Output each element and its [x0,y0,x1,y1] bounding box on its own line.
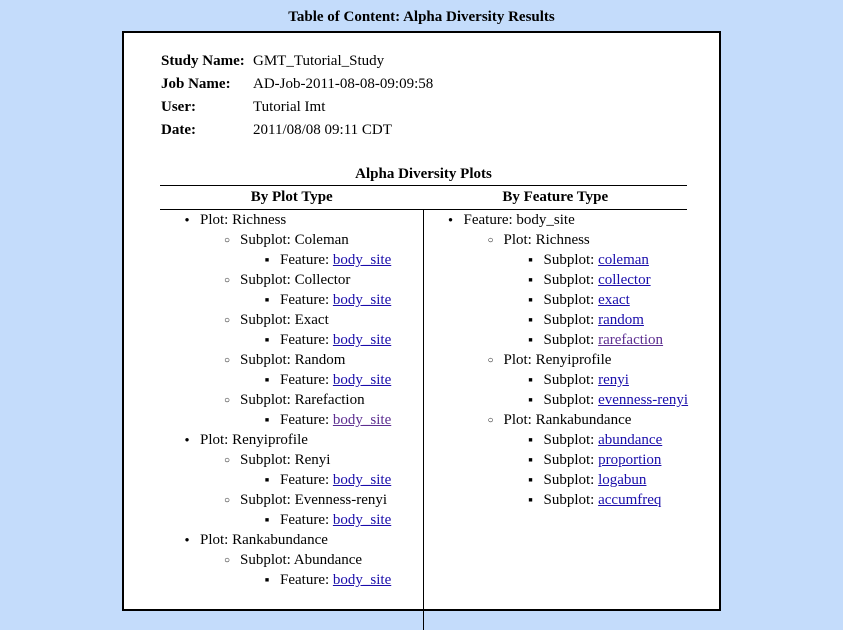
item-name: Coleman [294,232,349,248]
list-item [160,330,423,350]
plot-link[interactable]: collector [598,272,651,288]
list-item-text [544,450,662,470]
square-bullet-icon [526,250,536,270]
list-item-text [240,230,349,250]
list-item [424,350,688,370]
study-info [161,52,433,144]
item-name: Rankabundance [232,532,328,548]
list-item [424,290,688,310]
item-prefix: Subplot: [240,492,295,508]
plot-link[interactable]: body_site [332,252,392,268]
item-prefix: Plot: [200,532,233,548]
item-prefix: Plot: [503,232,536,248]
plots-title: Alpha Diversity Plots [355,166,492,182]
item-prefix: Subplot: [543,432,599,448]
circle-bullet-icon [222,550,232,571]
list-item [424,210,688,230]
item-prefix: Plot: [503,352,536,368]
item-prefix: Plot: [200,212,233,228]
item-prefix: Subplot: [240,452,295,468]
list-item [160,450,423,470]
plot-link[interactable]: renyi [598,372,629,388]
item-name: Richness [535,232,590,248]
list-item-text [544,470,647,490]
item-prefix: Feature: [280,572,333,588]
square-bullet-icon [526,430,536,450]
page-title: Table of Content: Alpha Diversity Results [288,9,555,25]
square-bullet-icon [526,310,536,330]
list-item [424,390,688,410]
plot-link[interactable]: body_site [332,372,392,388]
list-item [424,410,688,430]
item-prefix: Feature: [463,212,517,228]
item-prefix: Plot: [503,412,536,428]
plot-link[interactable]: body_site [332,472,392,488]
item-prefix: Subplot: [543,472,599,488]
list-item [160,370,423,390]
list-item-text [240,310,329,330]
list-item-text [280,290,391,310]
list-item [160,530,423,550]
by-feature-type-list [424,210,688,630]
list-item [160,350,423,370]
item-prefix: Subplot: [240,352,295,368]
plot-link[interactable]: body_site [332,292,392,308]
item-prefix: Feature: [280,332,333,348]
list-item-text [464,210,575,230]
item-prefix: Feature: [280,372,333,388]
list-item [424,270,688,290]
circle-bullet-icon [222,390,232,411]
item-prefix: Feature: [280,292,333,308]
list-item-text [280,410,391,430]
list-item-text [504,350,612,370]
circle-bullet-icon [222,350,232,371]
item-name: Renyiprofile [232,432,308,448]
list-item-text [240,490,387,510]
list-item-text [200,530,328,550]
list-item-text [280,330,391,350]
list-item-text [504,230,590,250]
disc-bullet-icon [446,210,456,230]
item-prefix: Subplot: [240,552,294,568]
circle-bullet-icon [486,350,496,371]
square-bullet-icon [526,450,536,470]
results-panel [122,31,721,611]
list-item-text [280,570,391,590]
plot-link[interactable]: abundance [598,432,663,448]
circle-bullet-icon [222,230,232,251]
study-name-label: Study Name: [161,53,245,69]
list-item [160,270,423,290]
list-item [160,470,423,490]
circle-bullet-icon [486,230,496,251]
plot-link[interactable]: body_site [332,512,392,528]
plot-link[interactable]: exact [598,292,630,308]
plot-link[interactable]: body_site [332,572,392,588]
user-row [161,98,433,121]
list-item [424,330,688,350]
by-plot-type-list [160,210,424,630]
list-item-text [544,250,649,270]
item-prefix: Subplot: [543,332,599,348]
item-name: Abundance [293,552,363,568]
list-item-text [200,210,286,230]
job-name-label: Job Name: [161,76,231,92]
study-name-value: GMT_Tutorial_Study [253,53,385,69]
date-value: 2011/08/08 09:11 CDT [253,122,392,138]
list-item-text [240,450,330,470]
list-item [424,470,688,490]
square-bullet-icon [526,270,536,290]
item-prefix: Subplot: [543,392,599,408]
item-name: Collector [294,272,351,288]
list-item [160,550,423,570]
list-item [160,510,423,530]
square-bullet-icon [526,390,536,410]
plot-link[interactable]: evenness-renyi [598,392,689,408]
date-row [161,121,433,144]
square-bullet-icon [262,330,272,350]
square-bullet-icon [262,510,272,530]
square-bullet-icon [262,290,272,310]
list-item-text [240,550,362,570]
square-bullet-icon [526,490,536,510]
list-item [160,570,423,590]
plot-link[interactable]: body_site [332,332,392,348]
square-bullet-icon [526,470,536,490]
list-item [160,390,423,410]
column-headers [160,186,687,210]
item-prefix: Subplot: [240,232,295,248]
item-prefix: Feature: [280,472,333,488]
list-item-text [280,250,391,270]
plot-link[interactable]: proportion [598,452,662,468]
item-prefix: Subplot: [240,312,295,328]
plot-link[interactable]: body_site [332,412,392,428]
item-name: Richness [232,212,287,228]
item-name: Rankabundance [535,412,632,428]
list-item-text [280,510,391,530]
item-prefix: Subplot: [543,492,599,508]
list-item [160,490,423,510]
list-item-text [240,270,350,290]
item-prefix: Subplot: [543,292,599,308]
list-item [424,310,688,330]
list-item [424,370,688,390]
by-feature-type-header: By Feature Type [502,189,609,205]
disc-bullet-icon [182,530,192,550]
square-bullet-icon [262,250,272,270]
date-label: Date: [161,122,196,138]
item-name: Renyiprofile [535,352,612,368]
list-item-text [544,330,664,350]
item-prefix: Subplot: [543,272,599,288]
plots-columns [160,210,687,630]
item-name: Exact [294,312,329,328]
list-item [424,430,688,450]
list-item-text [544,390,689,410]
list-item [160,250,423,270]
item-prefix: Feature: [280,412,333,428]
item-name: Rarefaction [294,392,365,408]
list-item [160,290,423,310]
item-prefix: Subplot: [543,312,599,328]
by-plot-type-header: By Plot Type [250,189,333,205]
user-label: User: [161,99,196,115]
list-item [424,250,688,270]
list-item-text [544,430,663,450]
item-name: Renyi [294,452,331,468]
list-item [160,410,423,430]
item-name: body_site [516,212,575,228]
plot-link[interactable]: rarefaction [598,332,664,348]
list-item-text [280,470,391,490]
job-name-row [161,75,433,98]
study-name-row [161,52,433,75]
square-bullet-icon [262,570,272,590]
list-item-text [504,410,632,430]
item-prefix: Plot: [200,432,233,448]
list-item-text [280,370,391,390]
list-item [160,430,423,450]
item-prefix: Subplot: [543,252,599,268]
list-item [160,310,423,330]
user-value: Tutorial Imt [253,99,326,115]
item-name: Random [294,352,346,368]
list-item [424,450,688,470]
list-item [424,230,688,250]
plot-link[interactable]: random [598,312,644,328]
circle-bullet-icon [222,490,232,511]
item-prefix: Feature: [280,512,333,528]
square-bullet-icon [526,290,536,310]
list-item-text [240,390,365,410]
list-item-text [240,350,345,370]
circle-bullet-icon [222,450,232,471]
circle-bullet-icon [222,270,232,291]
square-bullet-icon [262,410,272,430]
list-item [160,230,423,250]
list-item-text [544,310,644,330]
job-name-value: AD-Job-2011-08-08-09:09:58 [253,76,434,92]
plots-table [160,185,687,630]
square-bullet-icon [262,470,272,490]
item-prefix: Subplot: [543,372,599,388]
disc-bullet-icon [182,210,192,230]
item-prefix: Subplot: [240,272,295,288]
plot-link[interactable]: logabun [598,472,647,488]
list-item-text [544,290,630,310]
plot-link[interactable]: coleman [598,252,649,268]
circle-bullet-icon [222,310,232,331]
circle-bullet-icon [486,410,496,431]
list-item [160,210,423,230]
item-prefix: Subplot: [240,392,295,408]
list-item-text [544,490,662,510]
square-bullet-icon [526,370,536,390]
item-prefix: Subplot: [543,452,599,468]
disc-bullet-icon [182,430,192,450]
list-item-text [544,270,651,290]
square-bullet-icon [526,330,536,350]
square-bullet-icon [262,370,272,390]
item-prefix: Feature: [280,252,333,268]
item-name: Evenness-renyi [294,492,388,508]
plot-link[interactable]: accumfreq [598,492,662,508]
list-item-text [200,430,308,450]
list-item-text [544,370,629,390]
list-item [424,490,688,510]
